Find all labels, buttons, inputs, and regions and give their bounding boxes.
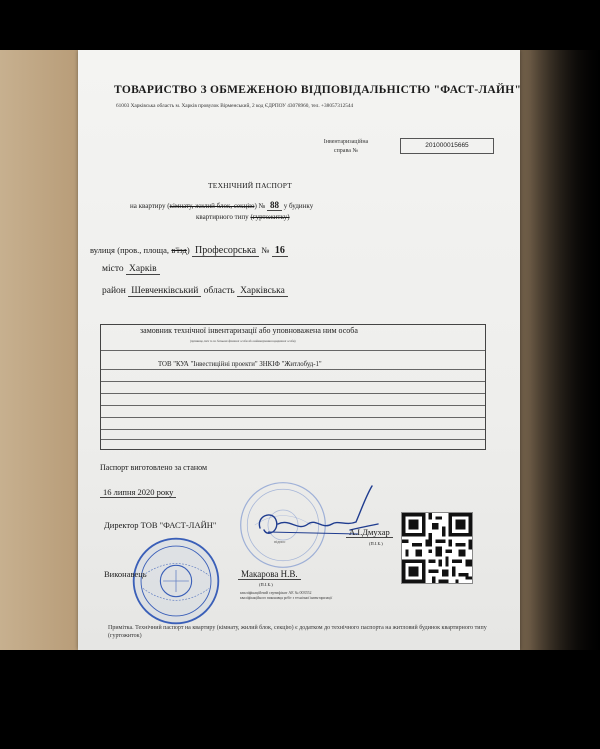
region-label: область (203, 286, 235, 296)
prepared-label: Паспорт виготовлено за станом (100, 463, 208, 472)
wall-shadow (530, 50, 600, 650)
certificate-label: кваліфікаційний сертифікат АЕ № 003552 (240, 590, 312, 595)
document-title: ТЕХНІЧНИЙ ПАСПОРТ (208, 181, 293, 190)
house-label: № (261, 245, 270, 255)
company-name: ТОВАРИСТВО З ОБМЕЖЕНОЮ ВІДПОВІДАЛЬНІСТЮ "ФАСТ-ЛАЙН" (114, 84, 522, 96)
qr-code-pattern (402, 513, 472, 583)
house-number: 16 (272, 245, 288, 257)
table-rule (101, 350, 485, 351)
city-line (102, 264, 160, 274)
prepared-date-value: 16 липня 2020 року (100, 487, 176, 498)
prepared-date (100, 487, 176, 497)
street-alt: (пров., площа, (117, 245, 169, 255)
building-type-line (196, 213, 290, 221)
street-alt-struck: в'їзд (171, 245, 187, 255)
executor-pib-label: (П.І.Б.) (259, 582, 273, 587)
building-type: квартирного типу (196, 213, 249, 221)
for-number-label: № (258, 202, 266, 210)
for-suffix: у будинку (283, 202, 314, 210)
director-name (346, 527, 393, 537)
table-rule (101, 369, 485, 370)
company-address: 61003 Харківська область м. Харків провулок Вірменський, 2 код ЄДРПОУ 43078960, тел. +38057312544 (116, 103, 354, 109)
customer-value: ТОВ "КУА "Інвестиційні проекти" ЗНКІФ "Житлобуд-1" (158, 361, 322, 368)
city-value: Харків (126, 264, 160, 275)
qr-code-image (401, 512, 473, 584)
director-pib-label: (П.І.Б.) (369, 541, 383, 546)
table-rule (101, 381, 485, 382)
executor-label: Виконавець (104, 569, 147, 579)
director-signature-image (238, 480, 388, 550)
customer-sub: (прізвище, ім'я та по батькові фізичної особи або найменування юридичної особи) (190, 339, 296, 343)
building-type-struck: (гуртожитку) (250, 213, 290, 221)
street-line (90, 245, 288, 256)
apartment-line (130, 200, 313, 210)
table-rule (101, 429, 485, 430)
table-rule (101, 393, 485, 394)
customer-header: замовник технічної інвентаризації або уповноважена ним особа (140, 326, 358, 335)
street-alt-close: ) (186, 245, 190, 255)
region-value: Харківська (237, 286, 288, 297)
apartment-number: 88 (267, 200, 282, 211)
table-rule (101, 439, 485, 440)
for-struck: кімнату, жилий блок, секцію (169, 202, 255, 210)
for-open-paren: ( (167, 202, 170, 210)
district-label: район (102, 286, 126, 296)
district-value: Шевченківський (128, 286, 201, 297)
for-close-paren: ) (254, 202, 257, 210)
city-label: місто (102, 264, 124, 274)
technical-passport-sheet (78, 50, 520, 650)
street-label: вулиця (90, 245, 115, 255)
district-line (102, 286, 288, 296)
director-signature-label: підпис (274, 539, 286, 544)
for-prefix: на квартиру (130, 202, 166, 210)
table-rule (101, 417, 485, 418)
note-text: Примітка. Технічний паспорт на квартиру (кімнату, жилий блок, секцію) є додатком до технічного паспорта на житловий будинок квартирного типу (гуртожиток) (108, 625, 487, 639)
table-rule (101, 405, 485, 406)
executor-name-value: Макарова Н.В. (238, 569, 301, 580)
photo-background (0, 50, 600, 650)
inventory-label: Інвентаризаційна справа № (323, 139, 369, 154)
executor-name (238, 569, 301, 579)
inventory-number: 201000015665 (400, 138, 494, 154)
executor-stamp-image (130, 535, 222, 627)
director-label: Директор ТОВ "ФАСТ-ЛАЙН" (104, 520, 217, 530)
director-name-value: А.І.Дмухар (346, 527, 393, 538)
street-value: Професорська (192, 245, 259, 257)
certificate-label-2: кваліфікаційного виконавця робіт з технічної інвентаризації (240, 596, 333, 600)
